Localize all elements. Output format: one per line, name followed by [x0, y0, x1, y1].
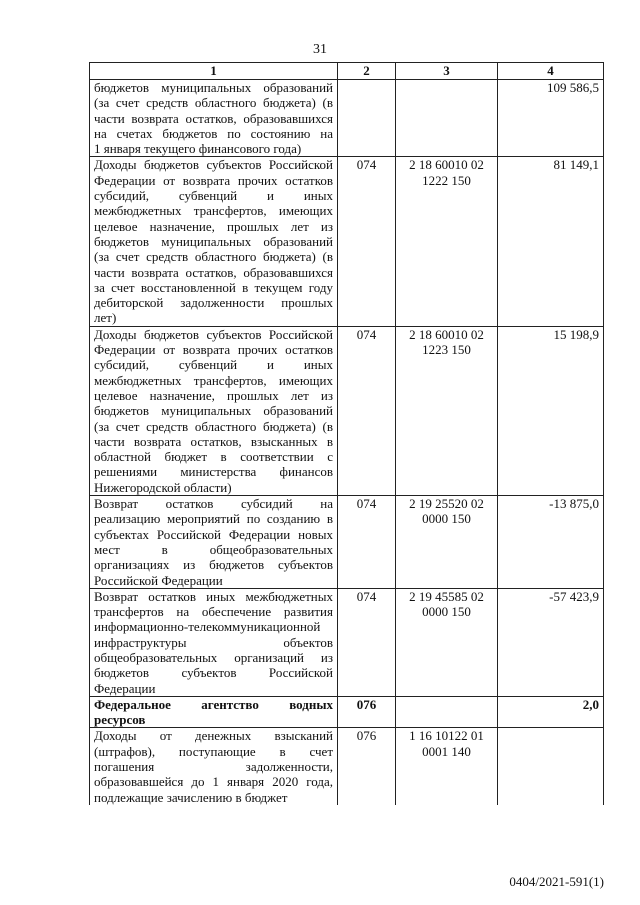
row-admin-code: 074: [338, 588, 396, 696]
description-line: решениями министерства финансов: [94, 464, 333, 480]
description-line: части возврата остатков, взысканных в: [94, 433, 333, 449]
row-budget-code: 2 19 25520 02 0000 150: [396, 496, 498, 589]
description-line: (за счет средств областного бюджета) (в: [94, 249, 333, 265]
row-description: [90, 496, 338, 589]
description-line: организациях из бюджетов субъектов: [94, 557, 333, 573]
table-row: [90, 696, 604, 728]
table-row: [90, 728, 604, 805]
description-line: Федерации от возврата прочих остатков: [94, 172, 333, 188]
row-admin-code: 074: [338, 496, 396, 589]
table-row: [90, 588, 604, 696]
description-line: межбюджетных трансфертов, имеющих: [94, 203, 333, 219]
description-line: Федерации: [94, 680, 156, 696]
description-line: части возврата остатков, образовавшихся: [94, 264, 333, 280]
description-line: образовавшейся до 1 января 2020 года,: [94, 774, 333, 790]
description-line: (штрафов), поступающие в счет: [94, 743, 333, 759]
description-line: целевое назначение, прошлых лет из: [94, 218, 333, 234]
row-amount: 15 198,9: [498, 326, 604, 495]
description-line: погашения задолженности,: [94, 759, 333, 775]
row-budget-code: [396, 696, 498, 728]
row-amount: -57 423,9: [498, 588, 604, 696]
description-line: подлежащие зачислению в бюджет: [94, 789, 288, 805]
row-description: [90, 696, 338, 728]
row-budget-code: 2 19 45585 02 0000 150: [396, 588, 498, 696]
table-row: [90, 157, 604, 326]
description-line: трансфертов на обеспечение развития: [94, 604, 333, 620]
row-admin-code: 074: [338, 157, 396, 326]
description-line: ресурсов: [94, 712, 146, 728]
description-line: Возврат остатков иных межбюджетных: [94, 588, 333, 604]
description-line: информационно-телекоммуникационной: [94, 619, 321, 635]
description-line: бюджетов муниципальных образований: [94, 80, 333, 95]
row-description: [90, 80, 338, 157]
row-admin-code: 074: [338, 326, 396, 495]
row-amount: 81 149,1: [498, 157, 604, 326]
description-line: субъектах Российской Федерации новых: [94, 526, 333, 542]
row-amount: [498, 728, 604, 805]
description-line: реализацию мероприятий по созданию в: [94, 511, 333, 527]
description-line: инфраструктуры объектов: [94, 634, 333, 650]
table-row: [90, 80, 604, 157]
description-line: целевое назначение, прошлых лет из: [94, 387, 333, 403]
description-line: бюджетов субъектов Российской: [94, 665, 333, 681]
row-budget-code: 1 16 10122 01 0001 140: [396, 728, 498, 805]
table-row: [90, 496, 604, 589]
row-admin-code: 076: [338, 696, 396, 728]
row-budget-code: 2 18 60010 02 1222 150: [396, 157, 498, 326]
row-budget-code: 2 18 60010 02 1223 150: [396, 326, 498, 495]
document-number: 0404/2021-591(1): [509, 874, 604, 889]
description-line: бюджетов муниципальных образований: [94, 403, 333, 419]
budget-revenue-table: [89, 62, 604, 805]
row-description: [90, 326, 338, 495]
description-line: Доходы бюджетов субъектов Российской: [94, 326, 333, 342]
description-line: Федерации от возврата прочих остатков: [94, 342, 333, 358]
description-line: за счет восстановленной в текущем году: [94, 279, 333, 295]
description-line: части возврата остатков, образовавшихся: [94, 110, 333, 126]
description-line: Федеральное агентство водных: [94, 696, 333, 712]
description-line: 1 января текущего финансового года): [94, 141, 302, 157]
column-header-budget-code: 3: [396, 63, 498, 80]
description-line: на счетах бюджетов по состоянию на: [94, 125, 333, 141]
description-line: Доходы от денежных взысканий: [94, 728, 333, 744]
description-line: Доходы бюджетов субъектов Российской: [94, 157, 333, 173]
column-header-amount: 4: [498, 63, 604, 80]
column-header-description: 1: [90, 63, 338, 80]
description-line: (за счет средств областного бюджета) (в: [94, 95, 333, 111]
row-description: [90, 588, 338, 696]
row-amount: 109 586,5: [498, 80, 604, 157]
description-line: дебиторской задолженности прошлых: [94, 295, 333, 311]
description-line: мест в общеобразовательных: [94, 541, 333, 557]
description-line: (за счет средств областного бюджета) (в: [94, 418, 333, 434]
row-admin-code: 076: [338, 728, 396, 805]
description-line: Возврат остатков субсидий на: [94, 496, 333, 512]
row-description: [90, 728, 338, 805]
row-budget-code: [396, 80, 498, 157]
description-line: субсидий, субвенций и иных: [94, 188, 333, 204]
page-number: 31: [313, 42, 327, 57]
description-line: субсидий, субвенций и иных: [94, 357, 333, 373]
table-row: [90, 326, 604, 495]
description-line: лет): [94, 310, 117, 326]
table-header-row: [90, 63, 604, 80]
row-description: [90, 157, 338, 326]
description-line: общеобразовательных организаций из: [94, 649, 333, 665]
column-header-admin-code: 2: [338, 63, 396, 80]
row-amount: -13 875,0: [498, 496, 604, 589]
row-amount: 2,0: [498, 696, 604, 728]
description-line: межбюджетных трансфертов, имеющих: [94, 372, 333, 388]
description-line: бюджетов муниципальных образований: [94, 233, 333, 249]
row-admin-code: [338, 80, 396, 157]
description-line: Российской Федерации: [94, 572, 223, 588]
table-body: [90, 80, 604, 805]
description-line: областной бюджет в соответствии с: [94, 449, 333, 465]
description-line: Нижегородской области): [94, 479, 232, 495]
